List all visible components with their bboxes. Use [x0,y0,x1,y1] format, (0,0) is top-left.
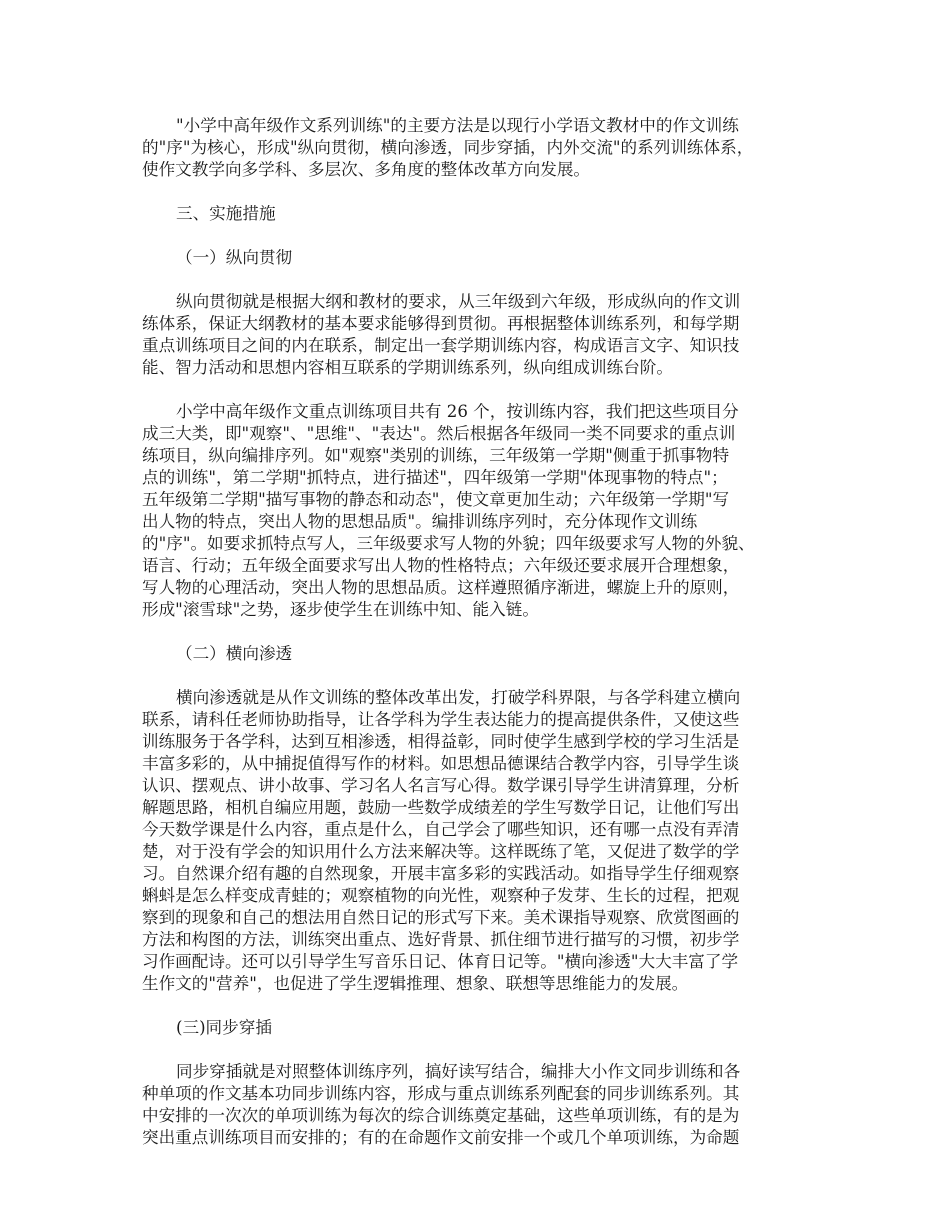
paragraph-line: 习。自然课介绍有趣的自然现象，开展丰富多彩的实践活动。如指导学生仔细观察 [142,864,740,883]
paragraph-line: 横向渗透就是从作文训练的整体改革出发，打破学科界限，与各学科建立横向 [176,688,741,707]
paragraph-line: 的"序"。如要求抓特点写人，三年级要求写人物的外貌；四年级要求写人物的外貌、 [142,534,755,553]
paragraph-line: "小学中高年级作文系列训练"的主要方法是以现行小学语文教材中的作文训练 [176,116,739,135]
paragraph-line: 认识、摆观点、讲小故事、学习名人名言写心得。数学课引导学生讲清算理，分析 [142,776,740,795]
paragraph-line: 练体系，保证大纲教材的基本要求能够得到贯彻。再根据整体训练系列，和每学期 [142,314,740,333]
paragraph-line: 重点训练项目之间的内在联系，制定出一套学期训练内容，构成语言文字、知识技 [142,336,740,355]
paragraph-line: 突出重点训练项目而安排的；有的在命题作文前安排一个或几个单项训练，为命题 [142,1128,740,1147]
paragraph-line: 今天数学课是什么内容，重点是什么，自己学会了哪些知识，还有哪一点没有弄清 [142,820,740,839]
paragraph-line: 同步穿插就是对照整体训练序列，搞好读写结合，编排大小作文同步训练和各 [176,1062,741,1081]
paragraph-line: 蝌蚪是怎么样变成青蛙的；观察植物的向光性，观察种子发芽、生长的过程，把观 [142,886,740,905]
paragraph-line: 纵向贯彻就是根据大纲和教材的要求，从三年级到六年级，形成纵向的作文训 [176,292,741,311]
paragraph-line: 联系，请科任老师协助指导，让各学科为学生表达能力的提高提供条件，又使这些 [142,710,740,729]
paragraph-line: 训练服务于各学科，达到互相渗透，相得益彰，同时使学生感到学校的学习生活是 [142,732,740,751]
subsection-heading: (三)同步穿插 [176,1018,272,1037]
paragraph-line: 习作画配诗。还可以引导学生写音乐日记、体育日记等。"横向渗透"大大丰富了学 [142,952,739,971]
paragraph-line: 五年级第二学期"描写事物的静态和动态"，使文章更加生动；六年级第一学期"写 [142,490,730,509]
paragraph-line: 成三大类，即"观察"、"思维"、"表达"。然后根据各年级同一类不同要求的重点训 [142,424,736,443]
paragraph-line: 能、智力活动和思想内容相互联系的学期训练系列，纵向组成训练台阶。 [142,358,673,377]
paragraph-line: 点的训练"，第二学期"抓特点，进行描述"，四年级第一学期"体现事物的特点"； [142,468,728,487]
paragraph-line: 使作文教学向多学科、多层次、多角度的整体改革方向发展。 [142,160,591,179]
paragraph-line: 中安排的一次次的单项训练为每次的综合训练奠定基础，这些单项训练，有的是为 [142,1106,740,1125]
subsection-heading: （一）纵向贯彻 [176,248,293,267]
paragraph-line: 楚，对于没有学会的知识用什么方法来解决等。这样既练了笔，又促进了数学的学 [142,842,740,861]
paragraph-line: 解题思路，相机自编应用题，鼓励一些数学成绩差的学生写数学日记，让他们写出 [142,798,740,817]
paragraph-line: 练项目，纵向编排序列。如"观察"类别的训练，三年级第一学期"侧重于抓事物特 [142,446,730,465]
paragraph-line: 生作文的"营养"，也促进了学生逻辑推理、想象、联想等思维能力的发展。 [142,974,689,993]
paragraph-line: 察到的现象和自己的想法用自然日记的形式写下来。美术课指导观察、欣赏图画的 [142,908,740,927]
paragraph-line: 方法和构图的方法，训练突出重点、选好背景、抓住细节进行描写的习惯，初步学 [142,930,740,949]
paragraph-line: 语言、行动；五年级全面要求写出人物的性格特点；六年级还要求展开合理想象， [142,556,740,575]
paragraph-line: 小学中高年级作文重点训练项目共有 26 个，按训练内容，我们把这些项目分 [176,402,739,421]
paragraph-line: 的"序"为核心，形成"纵向贯彻，横向渗透，同步穿插，内外交流"的系列训练体系， [142,138,754,157]
paragraph-line: 写人物的心理活动，突出人物的思想品质。这样遵照循序渐进，螺旋上升的原则， [142,578,740,597]
subsection-heading: （二）横向渗透 [176,644,293,663]
paragraph-line: 出人物的特点，突出人物的思想品质"。编排训练序列时，充分体现作文训练 [142,512,698,531]
paragraph-line: 形成"滚雪球"之势，逐步使学生在训练中知、能入链。 [142,600,539,619]
paragraph-line: 种单项的作文基本功同步训练内容，形成与重点训练系列配套的同步训练系列。其 [142,1084,740,1103]
section-heading: 三、实施措施 [176,204,276,223]
paragraph-line: 丰富多彩的，从中捕捉值得写作的材料。如思想品德课结合教学内容，引导学生谈 [142,754,740,773]
